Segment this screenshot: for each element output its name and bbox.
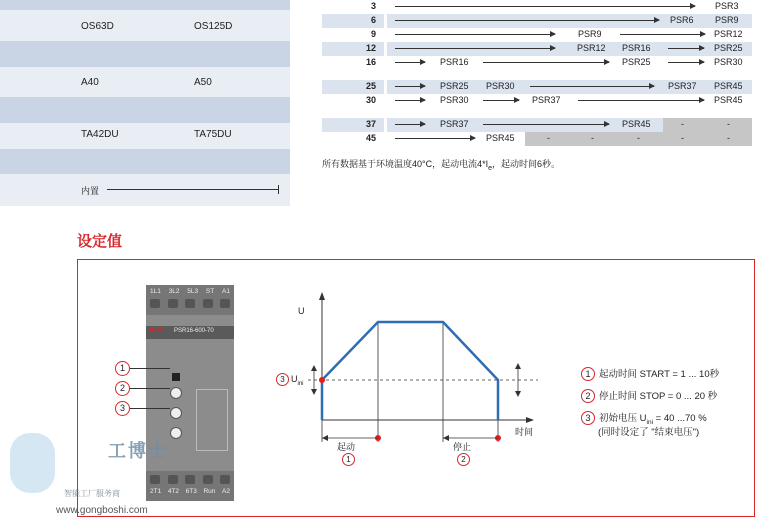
table-note: 所有数据基于环境温度40°C，起动电流$4*I_e$，起动时间6秒。 bbox=[322, 159, 561, 172]
range-arrow bbox=[395, 6, 695, 7]
left-table-cell: A40 bbox=[81, 77, 99, 88]
table-row bbox=[322, 56, 752, 70]
left-table-cell: TA42DU bbox=[81, 129, 119, 140]
callout-3: 3 bbox=[115, 401, 130, 416]
left-table-cell: TA75DU bbox=[194, 129, 232, 140]
table-row bbox=[322, 0, 752, 14]
row-number: 30 bbox=[365, 95, 376, 105]
settings-box bbox=[77, 259, 755, 517]
range-arrow bbox=[395, 62, 425, 63]
legend-item-note: (同时设定了 "结束电压") bbox=[598, 427, 700, 438]
range-label: PSR9 bbox=[578, 29, 602, 39]
left-table-row bbox=[0, 123, 290, 149]
row-number: 9 bbox=[370, 29, 376, 39]
range-arrow bbox=[483, 62, 609, 63]
left-table-cell: OS63D bbox=[81, 21, 114, 32]
callout-1: 1 bbox=[115, 361, 130, 376]
row-number: 6 bbox=[322, 14, 384, 28]
range-dash: - bbox=[591, 133, 594, 143]
row-number: 16 bbox=[365, 57, 376, 67]
range-label: PSR25 bbox=[440, 81, 469, 91]
start-time-knob[interactable] bbox=[170, 387, 182, 399]
builtin-label: 内置 bbox=[81, 186, 100, 196]
row-number: 3 bbox=[370, 1, 376, 11]
uini-label: $U_{ini}$ bbox=[291, 374, 304, 387]
range-label: PSR45 bbox=[714, 81, 743, 91]
table-row bbox=[322, 80, 752, 94]
range-arrow bbox=[668, 48, 704, 49]
terminals-top: 1L1 3L2 5L3 ST A1 bbox=[150, 288, 230, 295]
range-arrow bbox=[395, 20, 659, 21]
range-arrow bbox=[395, 100, 425, 101]
range-dash: - bbox=[681, 133, 684, 143]
x-axis-label: 时间 bbox=[515, 427, 534, 437]
terminals-bottom: 2T1 4T2 6T3 Run A2 bbox=[150, 488, 230, 495]
start-callout: 1 bbox=[342, 453, 355, 466]
left-table-row bbox=[0, 10, 290, 41]
range-label: PSR37 bbox=[668, 81, 697, 91]
builtin-line-end bbox=[278, 185, 279, 194]
range-dash: - bbox=[547, 133, 550, 143]
range-label: PSR45 bbox=[486, 133, 515, 143]
range-label: PSR6 bbox=[670, 15, 694, 25]
row-number: 12 bbox=[322, 42, 384, 56]
row-number: 45 bbox=[365, 133, 376, 143]
range-label: PSR45 bbox=[622, 119, 651, 129]
left-table-band bbox=[0, 97, 290, 123]
left-table-cell: A50 bbox=[194, 77, 212, 88]
range-arrow bbox=[530, 86, 654, 87]
left-table-band bbox=[0, 149, 290, 174]
uini-callout: 3 bbox=[276, 373, 289, 386]
legend-item: 3 初始电压 $U_{ini} = 40$ ...70 % bbox=[581, 410, 707, 426]
range-label: PSR37 bbox=[440, 119, 469, 129]
left-table-row bbox=[0, 174, 290, 206]
row-number: 37 bbox=[322, 118, 384, 132]
range-arrow bbox=[620, 34, 705, 35]
table-row bbox=[322, 118, 752, 132]
legend-item: 2 停止时间 STOP = 0 ... 20 秒 bbox=[581, 388, 717, 403]
wiring-diagram-label bbox=[196, 389, 228, 451]
range-label: PSR37 bbox=[532, 95, 561, 105]
range-label: PSR12 bbox=[577, 43, 606, 53]
watermark-subtitle: 智能工厂服务商 bbox=[64, 489, 120, 498]
abb-logo: ABB bbox=[149, 327, 165, 334]
table-row bbox=[322, 42, 752, 56]
range-arrow bbox=[395, 124, 425, 125]
range-label: PSR30 bbox=[486, 81, 515, 91]
initial-voltage-knob[interactable] bbox=[170, 427, 182, 439]
range-label: PSR3 bbox=[715, 1, 739, 11]
legend-item: 1 起动时间 START = 1 ... 10秒 bbox=[581, 366, 719, 381]
range-label: PSR45 bbox=[714, 95, 743, 105]
range-arrow bbox=[483, 124, 609, 125]
table-row bbox=[322, 132, 752, 146]
table-row bbox=[322, 14, 752, 28]
range-arrow bbox=[483, 100, 519, 101]
range-dash: - bbox=[637, 133, 640, 143]
ramp-diagram bbox=[278, 290, 558, 475]
section-title: 设定值 bbox=[77, 233, 123, 250]
callout-2: 2 bbox=[115, 381, 130, 396]
range-dash: - bbox=[681, 119, 684, 129]
model-label: PSR16-600-70 bbox=[174, 328, 214, 334]
table-row bbox=[322, 28, 752, 42]
range-label: PSR16 bbox=[622, 43, 651, 53]
builtin-line bbox=[107, 189, 279, 190]
range-label: PSR9 bbox=[715, 15, 739, 25]
watermark-title: 工博士 bbox=[108, 441, 168, 461]
range-arrow bbox=[395, 48, 555, 49]
mascot-icon bbox=[10, 433, 55, 493]
range-label: PSR25 bbox=[622, 57, 651, 67]
left-table-band bbox=[0, 0, 290, 10]
range-label: PSR12 bbox=[714, 29, 743, 39]
range-arrow bbox=[395, 86, 425, 87]
stop-callout: 2 bbox=[457, 453, 470, 466]
softstarter-device bbox=[146, 285, 234, 501]
range-label: PSR30 bbox=[440, 95, 469, 105]
range-dash: - bbox=[727, 119, 730, 129]
range-dash: - bbox=[727, 133, 730, 143]
watermark-url: www.gongboshi.com bbox=[56, 505, 148, 516]
left-table-band bbox=[0, 41, 290, 67]
range-label: PSR16 bbox=[440, 57, 469, 67]
status-led bbox=[172, 373, 180, 381]
range-arrow bbox=[395, 34, 555, 35]
table-row bbox=[322, 94, 752, 108]
range-arrow bbox=[578, 100, 704, 101]
start-label: 起动 bbox=[337, 442, 356, 452]
range-arrow bbox=[395, 138, 475, 139]
range-arrow bbox=[668, 62, 704, 63]
left-table-row bbox=[0, 67, 290, 97]
range-label: PSR25 bbox=[714, 43, 743, 53]
stop-time-knob[interactable] bbox=[170, 407, 182, 419]
stop-label: 停止 bbox=[453, 442, 472, 452]
left-table-cell: OS125D bbox=[194, 21, 233, 32]
row-number: 25 bbox=[322, 80, 384, 94]
y-axis-label: U bbox=[298, 306, 305, 316]
range-label: PSR30 bbox=[714, 57, 743, 67]
